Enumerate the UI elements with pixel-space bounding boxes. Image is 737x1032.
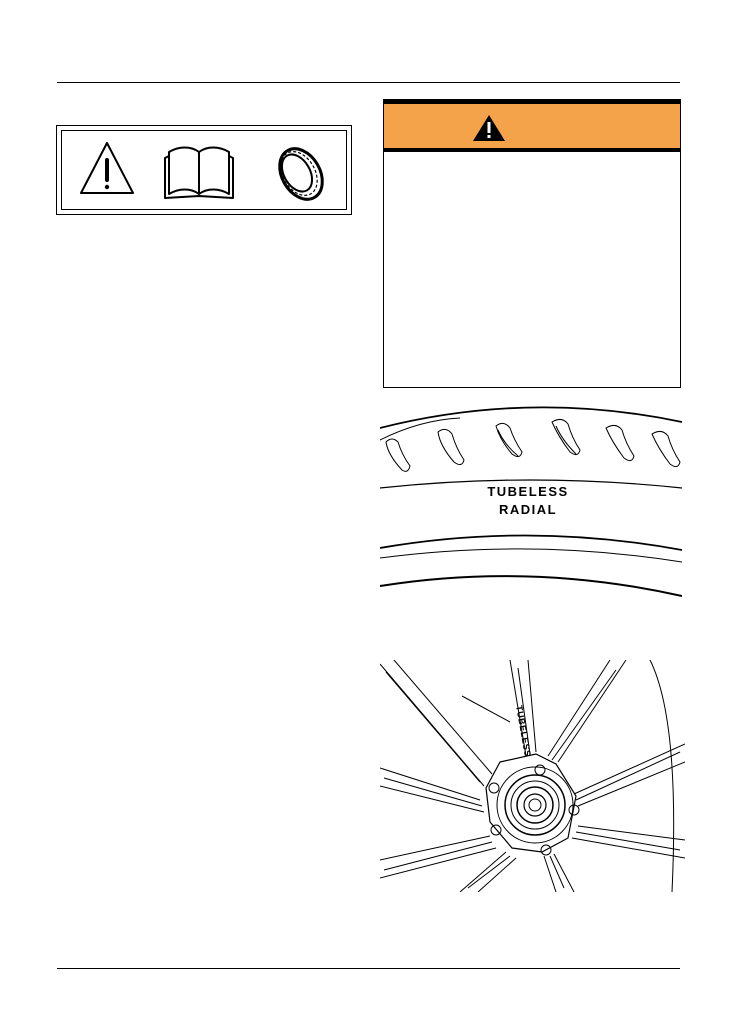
rim-line (380, 535, 682, 550)
tread-grooves (386, 419, 680, 471)
tread-edge (380, 418, 460, 440)
symbol-label (56, 125, 352, 215)
spoke-marking-tubeless: TUBELESS (514, 704, 533, 758)
rim-line (380, 576, 682, 596)
tire-sidewall-illustration (380, 400, 682, 600)
wheel-hub-illustration (380, 660, 685, 892)
sidewall-marking-radial: RADIAL (498, 502, 558, 517)
warning-header (384, 100, 680, 152)
rim-line (380, 549, 682, 562)
footer-rule (57, 968, 680, 969)
warning-triangle-icon (81, 143, 133, 193)
tire-icon (271, 141, 331, 207)
callout-leader-line (462, 696, 510, 722)
warning-box (383, 99, 681, 388)
warning-triangle-icon (473, 115, 505, 141)
header-rule (57, 82, 680, 83)
wheel-spokes (380, 660, 685, 892)
manual-book-icon (165, 148, 233, 199)
sidewall-marking-tubeless: TUBELESS (487, 484, 569, 499)
tread-edge (380, 407, 682, 428)
wheel-hub (486, 754, 579, 855)
